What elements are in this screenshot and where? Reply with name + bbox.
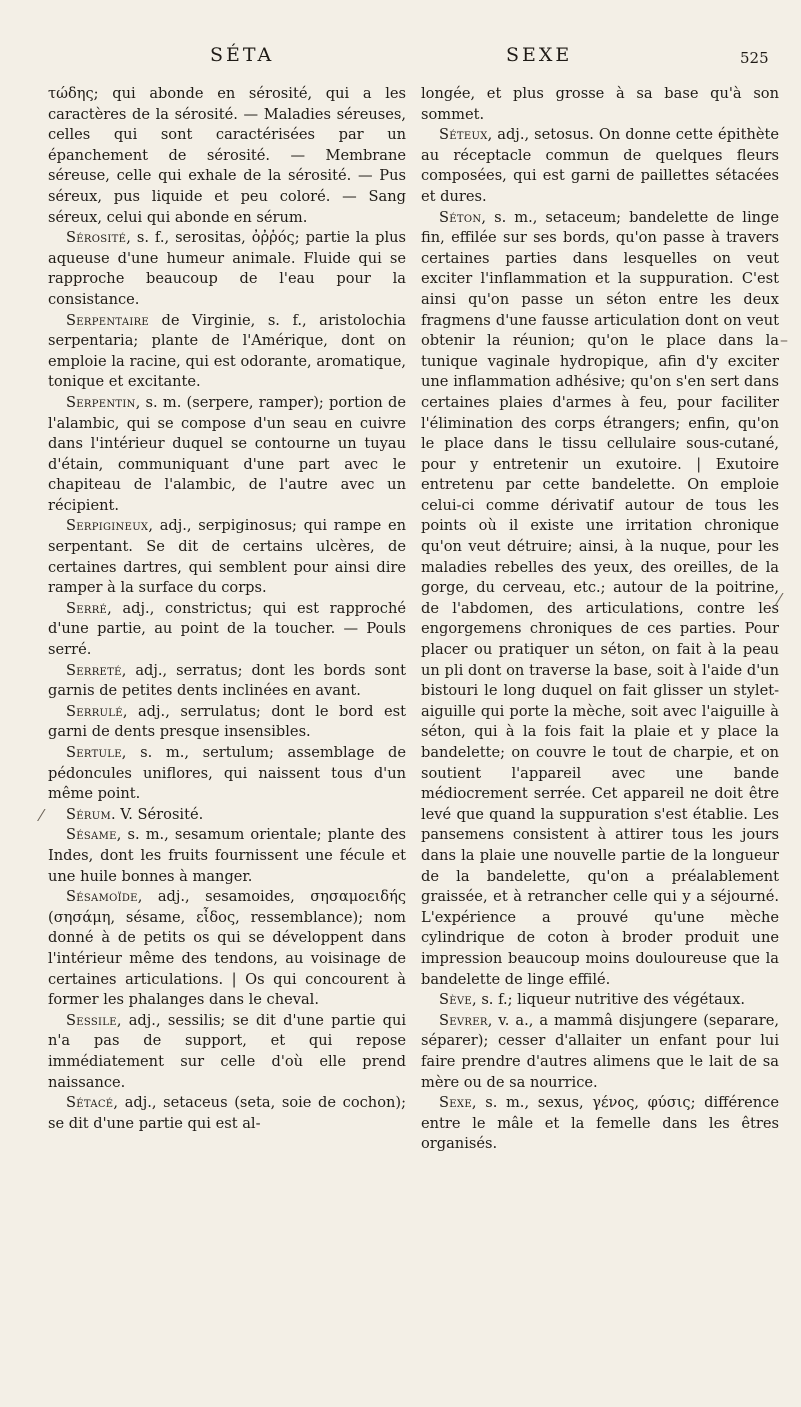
- entry-headword: Sève: [439, 991, 473, 1009]
- dictionary-entry: [48, 228, 406, 310]
- entry-headword: Serrulé: [66, 702, 123, 720]
- entry-headword: Serpigineux: [66, 517, 149, 535]
- dictionary-entry: [48, 702, 406, 743]
- entry-definition: adj., serratus; dont les bords sont garnis de petites dents inclinées en avant.: [48, 661, 406, 700]
- entry-definition: s. m., sertulum; assemblage de pédoncules uniflores, qui naissent tous d'un même point.: [48, 744, 407, 803]
- dictionary-entry: [48, 1093, 406, 1134]
- entry-headword: Séton: [439, 208, 482, 226]
- entry-separator: ,: [113, 1094, 125, 1112]
- entry-separator: ,: [137, 888, 158, 906]
- dictionary-entry: [48, 805, 406, 826]
- entry-headword: Sétacé: [66, 1094, 114, 1112]
- entry-definition: s. f., serositas, ὀῤῥός; partie la plus aqueuse d'une humeur animale. Fluide qui se rapproche beaucoup de l'eau pour la consistance.: [48, 229, 406, 308]
- entry-separator: .: [111, 805, 121, 823]
- entry-separator: ,: [481, 208, 495, 226]
- entry-separator: ,: [487, 126, 498, 144]
- entry-separator: ,: [116, 826, 128, 844]
- entry-separator: ,: [121, 744, 141, 761]
- entry-headword: Serpentaire: [66, 311, 150, 329]
- entry-separator: ,: [126, 229, 137, 247]
- entry-definition: s. m., setaceum; bandelette de linge fin, effilée sur ses bords, qu'on passe à travers certaines parties dans lesquelles on veut exciter l'inflammation et la suppuration. C'est ainsi qu'on passe un séton entre les deux fragmens d'une fausse articulation dont on veut obtenir la réunion; qu'on le place dans la tunique vaginale hydropique, afin d'y exciter une inflammation adhésive; qu'on s'en sert dans certaines plaies d'armes à feu, pour faciliter l'élimination des corps étrangers; enfin, qu'on le place dans le tissu cellulaire sous-cutané, pour y entretenir un exutoire. | Exutoire entretenu par cette bandelette. On emploie celui-ci comme dérivatif autour de tous les points où il existe une irritation chronique qu'on veut détruire; ainsi, à la nuque, pour les maladies rebelles des yeux, des oreilles, de la gorge, du cerveau, etc.; autour de la poitrine, de l'abdomen, des articulations, contre les engorgemens chroniques de ces parties. Pour placer ou pratiquer un séton, on fait à la peau un pli dont on traverse la base, soit à l'aide d'un bistouri le long duquel on fait glisser un stylet-aiguille qui porte la mèche, soit avec l'aiguille à séton, qui à la fois fait la plaie et y place la bandelette; on couvre le tout de charpie, et on soutient l'appareil avec une bande médiocrement serrée. Cet appareil ne doit être levé que quand la suppuration s'est établie. Les pansemens consistent à attirer tous les jours dans la plaie une nouvelle partie de la longueur de la bandelette, qu'on a préalablement graissée, et à retrancher celle qui y a séjourné. L'expérience a prouvé qu'une mèche cylindrique de coton à broder produit une impression beaucoup moins douloureuse que la bandelette de linge effilé.: [421, 208, 779, 988]
- right-column: [421, 84, 779, 1155]
- dictionary-entry: [421, 1093, 779, 1155]
- entry-definition: longée, et plus grosse à sa base qu'à son sommet.: [421, 85, 779, 123]
- entry-headword: Serpentin: [66, 393, 136, 411]
- entry-separator: ,: [135, 393, 146, 411]
- entry-definition: adj., serpiginosus; qui rampe en serpentant. Se dit de certains ulcères, de certaines dartres, qui semblent pour ainsi dire ramper à la surface du corps.: [48, 517, 406, 597]
- entry-separator: ,: [148, 517, 160, 535]
- entry-definition: s. m. (serpere, ramper); portion de l'alambic, qui se compose d'un seau en cuivre dans l'intérieur duquel se contourne un tuyau d'étain, communiquant d'une part avec le chapiteau de l'alambic, de l'autre avec un récipient.: [48, 393, 406, 514]
- entry-definition: s. f.; liqueur nutritive des végétaux.: [481, 991, 746, 1009]
- dictionary-entry: [48, 84, 406, 228]
- entry-definition: v. a., a mammâ disjungere (separare, séparer); cesser d'allaiter un enfant pour lui faire prendre d'autres alimens que le lait de sa mère ou de sa nourrice.: [421, 1011, 779, 1091]
- dictionary-entry: [48, 887, 406, 1011]
- dictionary-entry: [48, 661, 406, 702]
- entry-definition: de Virginie, s. f., aristolochia serpentaria; plante de l'Amérique, dont on emploie la racine, qui est odorante, aromatique, tonique et excitante.: [48, 311, 406, 391]
- dictionary-entry: [48, 825, 406, 887]
- entry-headword: Sésamoïde: [66, 888, 138, 906]
- entry-headword: Sertule: [66, 744, 122, 761]
- entry-definition: adj., constrictus; qui est rapproché d'une partie, au point de la toucher. — Pouls serré.: [48, 599, 406, 659]
- running-head-left: SÉTA: [210, 44, 275, 66]
- entry-separator: ,: [116, 1011, 129, 1029]
- left-column: [48, 84, 406, 1134]
- entry-definition: s. m., sexus, γένος, φύσις; différence entre le mâle et la femelle dans les êtres organisés.: [421, 1094, 779, 1153]
- entry-separator: ,: [107, 599, 123, 617]
- dictionary-entry: [421, 84, 779, 125]
- entry-headword: Serré: [66, 599, 108, 617]
- entry-definition: V. Sérosité.: [120, 805, 204, 823]
- dictionary-entry: [421, 208, 779, 991]
- margin-mark-icon: ⁄: [40, 806, 43, 825]
- dictionary-entry: [48, 743, 406, 805]
- entry-definition: adj., sessilis; se dit d'une partie qui n'a pas de support, et qui repose immédiatement sur celle d'où elle prend naissance.: [48, 1011, 407, 1091]
- dictionary-entry: [421, 125, 779, 207]
- dictionary-entry: [48, 1011, 406, 1093]
- entry-definition: adj., serrulatus; dont le bord est garni de dents presque insensibles.: [48, 702, 406, 741]
- entry-headword: Sérum: [66, 805, 111, 823]
- entry-separator: ,: [472, 991, 482, 1009]
- entry-headword: Sexe: [439, 1094, 472, 1112]
- entry-headword: Sérosité: [66, 229, 127, 247]
- entry-definition: τώδης; qui abonde en sérosité, qui a les caractères de la sérosité. — Maladies séreuses, celles qui sont caractérisées par un épanchement de sérosité. — Membrane séreuse, celle qui exhale de la sérosité. — Pus séreux, pus liquide et peu coloré. — Sang séreux, celui qui abonde en sérum.: [48, 85, 406, 226]
- entry-separator: ,: [122, 702, 138, 720]
- dictionary-entry: [48, 599, 406, 661]
- entry-separator: ,: [487, 1011, 499, 1029]
- entry-headword: Sésame: [66, 826, 117, 844]
- entry-separator: [149, 312, 162, 329]
- entry-separator: ,: [471, 1094, 486, 1112]
- dictionary-entry: [421, 990, 779, 1011]
- running-head-right: SEXE: [506, 44, 573, 66]
- margin-mark-icon: ⁄: [778, 590, 781, 609]
- dictionary-entry: [421, 1011, 779, 1093]
- entry-headword: Serreté: [66, 661, 122, 679]
- entry-headword: Séteux: [439, 126, 488, 144]
- dictionary-entry: [48, 393, 406, 517]
- entry-separator: ,: [121, 661, 136, 679]
- entry-definition: adj., sesamoides, σησαμοειδής (σησάμη, sésame, εἶδος, ressemblance); nom donné à de petits os qui se développent dans l'intérieur même des tendons, au voisinage de certaines articulations. | Os qui concourent à former les phalanges dans le cheval.: [48, 888, 407, 1009]
- entry-headword: Sessile: [66, 1011, 117, 1029]
- entry-headword: Sevrer: [439, 1011, 488, 1029]
- entry-definition: adj., setosus. On donne cette épithète au réceptacle commun de quelques fleurs composées, qui est garni de paillettes sétacées et dures.: [421, 126, 780, 205]
- dictionary-entry: [48, 311, 406, 393]
- margin-mark-icon: –: [780, 330, 788, 349]
- page-number: 525: [740, 49, 769, 67]
- dictionary-entry: [48, 516, 406, 598]
- entry-definition: adj., setaceus (seta, soie de cochon); se dit d'une partie qui est al-: [48, 1094, 406, 1132]
- entry-definition: s. m., sesamum orientale; plante des Indes, dont les fruits fournissent une fécule et une huile bonnes à manger.: [48, 826, 406, 885]
